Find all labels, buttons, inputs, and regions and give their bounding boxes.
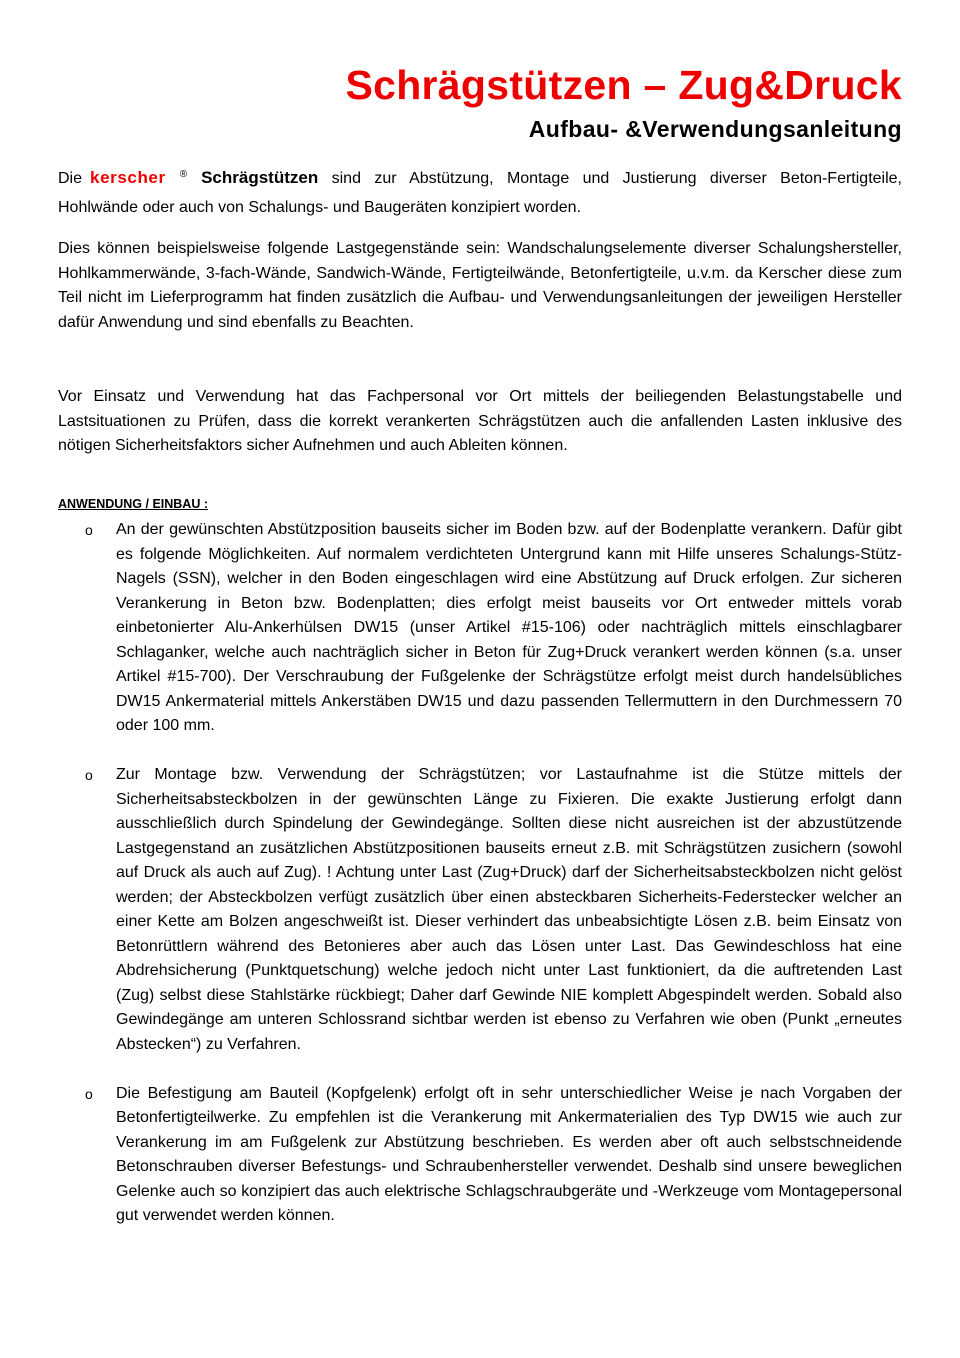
list-item	[58, 518, 902, 739]
list-item	[58, 1082, 902, 1229]
section-heading-application: ANWENDUNG / EINBAU :	[58, 497, 208, 511]
application-list	[58, 518, 902, 1253]
list-item-text: Die Befestigung am Bauteil (Kopfgelenk) erfolgt oft in sehr unterschiedlicher Weise je nach Vorgaben der Betonfertigteilwerke. Zu empfehlen ist die Verankerung mit Ankermaterialien des Typ DW15 wie auch zur Verankerung im am Fußgelenk zur Abstützung beschrieben. Es werden aber oft auch selbstschneidende Betonschrauben diverser Befestungs- und Schraubenhersteller verwendet. Deshalb sind unsere beweglichen Gelenke auch so konzipiert das auch elektrische Schlagschraubgeräte und -Werkzeuge vom Montagepersonal gut verwendet werden können.	[116, 1084, 902, 1224]
paragraph-load-objects: Dies können beispielsweise folgende Lastgegenstände sein: Wandschalungselemente diverser Schalungshersteller, Hohlkammerwände, 3-fach-Wände, Sandwich-Wände, Fertigteilwände, Betonfertigteile, u.v.m. da Kerscher diese zum Teil nicht im Lieferprogramm hat finden zusätzlich die Aufbau- und Verwendungsanleitungen der jeweiligen Hersteller dafür Anwendung und sind ebenfalls zu Beachten.	[58, 240, 902, 331]
bullet-circle-icon: o	[85, 767, 93, 783]
registered-mark: ®	[179, 169, 188, 180]
intro-paragraph	[58, 160, 902, 222]
document-title: Schrägstützen – Zug&Druck	[345, 62, 902, 108]
list-item-text: Zur Montage bzw. Verwendung der Schrägstützen; vor Lastaufnahme ist die Stütze mittels der Sicherheitsabsteckbolzen in der gewünschten Länge zu Fixieren. Die exakte Justierung erfolgt dann ausschließlich durch Spindelung der Gewindegänge. Sollten diese nicht ausreichen ist der abzustützende Lastgegenstand an zusätzlichen Abstützpositionen bauseits erneut z.B. mit Schrägstützen zusichern (sowohl auf Druck als auch auf Zug). ! Achtung unter Last (Zug+Druck) darf der Sicherheitsabsteckbolzen nicht gelöst werden; der Absteckbolzen verfügt zusätzlich über einen absteckbaren Sicherheits-Federstecker welcher an einer Kette am Bolzen angeschweißt ist. Dieser verhindert das unbeabsichtigte Lösen z.B. beim Einsatz von Betonrüttlern während des Betonieres aber auch das Lösen unter Last. Das Gewindeschloss hat eine Abdrehsicherung (Punktquetschung) welche jedoch nicht unter Last funktioniert, da die auftretenden Last (Zug) selbst diese Stahlstärke rückbiegt; Daher darf Gewinde NIE komplett Abgespindelt werden. Sobald also Gewindegänge am unteren Schlossrand sichtbar werden ist ebenso zu Verfahren wie oben (Punkt „erneutes Abstecken“) zu Verfahren.	[116, 766, 902, 1053]
list-item	[58, 763, 902, 1057]
bullet-circle-icon: o	[85, 1085, 93, 1102]
list-item-text: An der gewünschten Abstützposition bauseits sicher im Boden bzw. auf der Bodenplatte verankern. Dafür gibt es folgende Möglichkeiten. Auf normalem verdichteten Untergrund kann mit Hilfe unseres Schalungs-Stütz-Nagels (SSN), welcher in den Boden eingeschlagen wird eine Abstützung auf Druck erfolgen. Zur sicheren Verankerung in Beton bzw. Bodenplatten; dies erfolgt meist bauseits vor Ort entweder mittels vorab einbetonierter Alu-Ankerhülsen DW15 (unser Artikel #15-106) oder nachträglich mittels einschlagbarer Schlaganker, welche auch nachträglich sicher in Beton für Zug+Druck verankert werden können (s.a. unser Artikel #15-700). Der Verschraubung der Fußgelenke der Schrägstütze erfolgt meist durch handelsübliches DW15 Ankermaterial mittels Ankerstäben DW15 und dazu passenden Tellermuttern in den Durchmessern 70 oder 100 mm.	[116, 521, 902, 734]
brand-name: kerscher	[90, 168, 166, 187]
paragraph-verification: Vor Einsatz und Verwendung hat das Fachpersonal vor Ort mittels der beiliegenden Belastungstabelle und Lastsituationen zu Prüfen, dass die korrekt verankerten Schrägstützen auch die anfallenden Lasten inklusive des nötigen Sicherheitsfaktors sicher Aufnehmen und auch Ableiten können.	[58, 388, 902, 454]
document-subtitle: Aufbau- &Verwendungsanleitung	[528, 116, 902, 142]
intro-prefix: Die	[58, 170, 83, 187]
intro-text: sind zur Abstützung, Montage und Justierung diverser Beton-Fertigteile, Hohlwände oder auch von Schalungs- und Baugeräten konzipiert worden.	[58, 170, 902, 216]
bullet-circle-icon: o	[85, 522, 93, 538]
product-name: Schrägstützen	[201, 168, 319, 187]
